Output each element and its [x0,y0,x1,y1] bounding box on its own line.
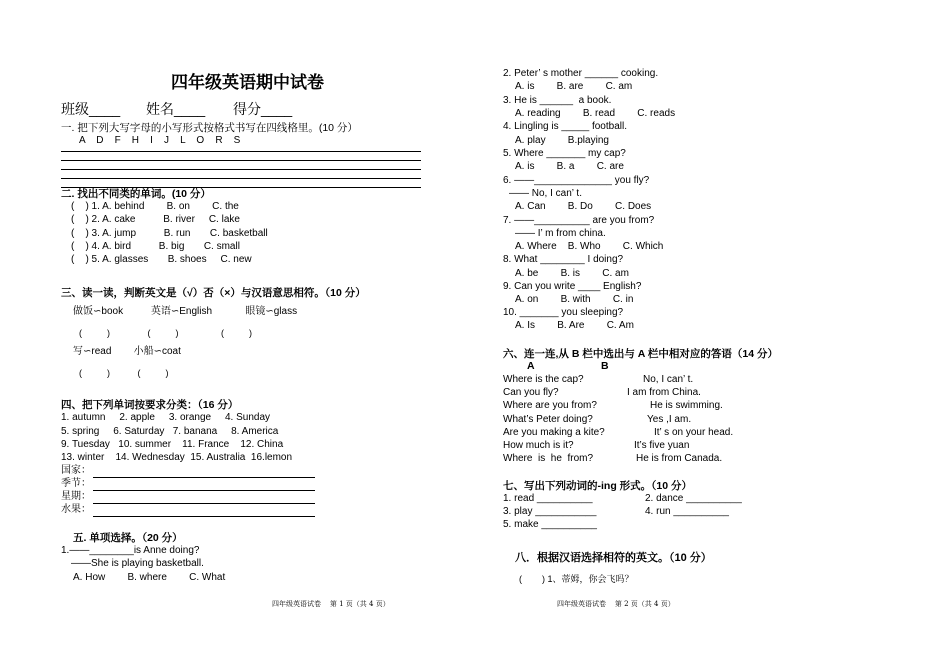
category-fruit-line[interactable] [93,516,315,517]
match-b-item[interactable]: Yes ,I am. [647,414,692,425]
part4-words: 13. winter 14. Wednesday 15. Australia 16.lemon [61,452,293,463]
part5-q8-options[interactable]: A. be B. is C. am [515,268,629,279]
page-title: 四年级英语期中试卷 [171,73,324,92]
part7-item[interactable]: 3. play ___________ [503,506,597,517]
part7-item[interactable]: 1. read __________ [503,493,593,504]
part7-item[interactable]: 4. run __________ [645,506,729,517]
match-b-item[interactable]: He is from Canada. [636,453,723,464]
part5-q7-answer: —— I’ m from china. [515,228,606,239]
part5-heading: 五. 单项选择。（20 分） [73,532,183,544]
match-a-item[interactable]: Where are you from? [503,400,597,411]
part5-q3[interactable]: 3. He is ______ a book. [503,95,612,106]
part7-heading: 七、写出下列动词的-ing 形式。（10 分） [503,480,693,492]
part5-q7[interactable]: 7. ——__________ are you from? [503,215,655,226]
category-season-label: 季节： [61,478,91,489]
part2-item[interactable]: ( ) 2. A. cake B. river C. lake [71,214,240,225]
part5-q6-options[interactable]: A. Can B. Do C. Does [515,201,652,212]
name-field[interactable]: 姓名____ [146,101,206,117]
part2-item[interactable]: ( ) 5. A. glasses B. shoes C. new [71,254,252,265]
part5-q7-options[interactable]: A. Where B. Who C. Which [515,241,664,252]
part5-q6[interactable]: 6. ——______________ you fly? [503,175,650,186]
match-a-item[interactable]: Where is the cap? [503,374,584,385]
part3-heading: 三、读一读，判断英文是（√）否（×）与汉语意思相符。（10 分） [61,287,366,299]
part5-q8[interactable]: 8. What ________ I doing? [503,254,624,265]
part3-row2: 写∽read 小船∽coat [73,346,181,357]
part7-item[interactable]: 5. make __________ [503,519,597,530]
part4-words: 5. spring 6. Saturday 7. banana 8. America [61,426,279,437]
part5-q2[interactable]: 2. Peter’ s mother ______ cooking. [503,68,659,79]
match-b-item[interactable]: It’s five yuan [634,440,690,451]
part5-q5-options[interactable]: A. is B. a C. are [515,161,624,172]
part4-words: 9. Tuesday 10. summer 11. France 12. China [61,439,284,450]
match-a-item[interactable]: What’s Peter doing? [503,414,593,425]
category-country-line[interactable] [93,477,315,478]
class-field[interactable]: 班级____ [61,101,121,117]
part2-item[interactable]: ( ) 3. A. jump B. run C. basketball [71,228,268,239]
left-footer: 四年级英语试卷 第 1 页（共 4 页） [272,600,390,608]
part4-heading: 四、把下列单词按要求分类：（16 分） [61,399,239,411]
part3-row1-answers[interactable]: ( ) ( ) ( ) [79,328,253,338]
part5-q10-options[interactable]: A. Is B. Are C. Am [515,320,634,331]
part5-q1[interactable]: 1.——________is Anne doing? [61,545,200,556]
category-weekday-line[interactable] [93,503,315,504]
part6-col-b: B [601,360,609,372]
part2-item[interactable]: ( ) 1. A. behind B. on C. the [71,201,239,212]
part5-q4-options[interactable]: A. play B.playing [515,135,609,146]
part8-q1[interactable]: ( ) 1、蒂姆，你会飞吗？ [519,574,634,584]
score-field[interactable]: 得分____ [233,101,293,117]
match-b-item[interactable]: I am from China. [627,387,701,398]
part5-q1-options[interactable]: A. How B. where C. What [73,572,226,583]
part5-q9-options[interactable]: A. on B. with C. in [515,294,634,305]
match-b-item[interactable]: He is swimming. [650,400,723,411]
part8-heading: 八．根据汉语选择相符的英文。（10 分） [515,552,712,564]
match-b-item[interactable]: No, I can’ t. [643,374,694,385]
part5-q2-options[interactable]: A. is B. are C. am [515,81,633,92]
category-season-line[interactable] [93,490,315,491]
part5-q5[interactable]: 5. Where _______ my cap? [503,148,626,159]
match-a-item[interactable]: Can you fly? [503,387,559,398]
match-a-item[interactable]: Are you making a kite? [503,427,605,438]
part2-heading: 二. 找出不同类的单词。(10 分） [61,188,211,200]
part5-q10[interactable]: 10. _______ you sleeping? [503,307,624,318]
part5-q1-answer: ——She is playing basketball. [71,558,204,569]
part3-row1: 做饭∽book 英语∽English 眼镜∽glass [73,306,298,317]
part5-q4[interactable]: 4. Lingling is _____ football. [503,121,627,132]
part1-heading: 一. 把下列大写字母的小写形式按格式书写在四线格里。(10 分） [61,122,358,134]
part3-row2-answers[interactable]: ( ) ( ) [79,368,169,378]
match-b-item[interactable]: It’ s on your head. [654,427,734,438]
right-footer: 四年级英语试卷 第 2 页（共 4 页） [557,600,675,608]
match-a-item[interactable]: How much is it? [503,440,574,451]
category-country-label: 国家： [61,465,91,476]
part1-letters: A D F H I J L O R S [79,135,241,146]
part2-item[interactable]: ( ) 4. A. bird B. big C. small [71,241,240,252]
part4-words: 1. autumn 2. apple 3. orange 4. Sunday [61,412,271,423]
match-a-item[interactable]: Where is he from? [503,453,594,464]
part5-q3-options[interactable]: A. reading B. read C. reads [515,108,676,119]
part5-q6-answer: —— No, I can’ t. [509,188,582,199]
part5-q9[interactable]: 9. Can you write ____ English? [503,281,642,292]
part6-heading: 六、连一连,从 B 栏中选出与 A 栏中相对应的答语（14 分） [503,348,778,360]
category-fruit-label: 水果： [61,504,91,515]
part7-item[interactable]: 2. dance __________ [645,493,742,504]
part6-col-a: A [527,360,535,372]
category-weekday-label: 星期： [61,491,91,502]
